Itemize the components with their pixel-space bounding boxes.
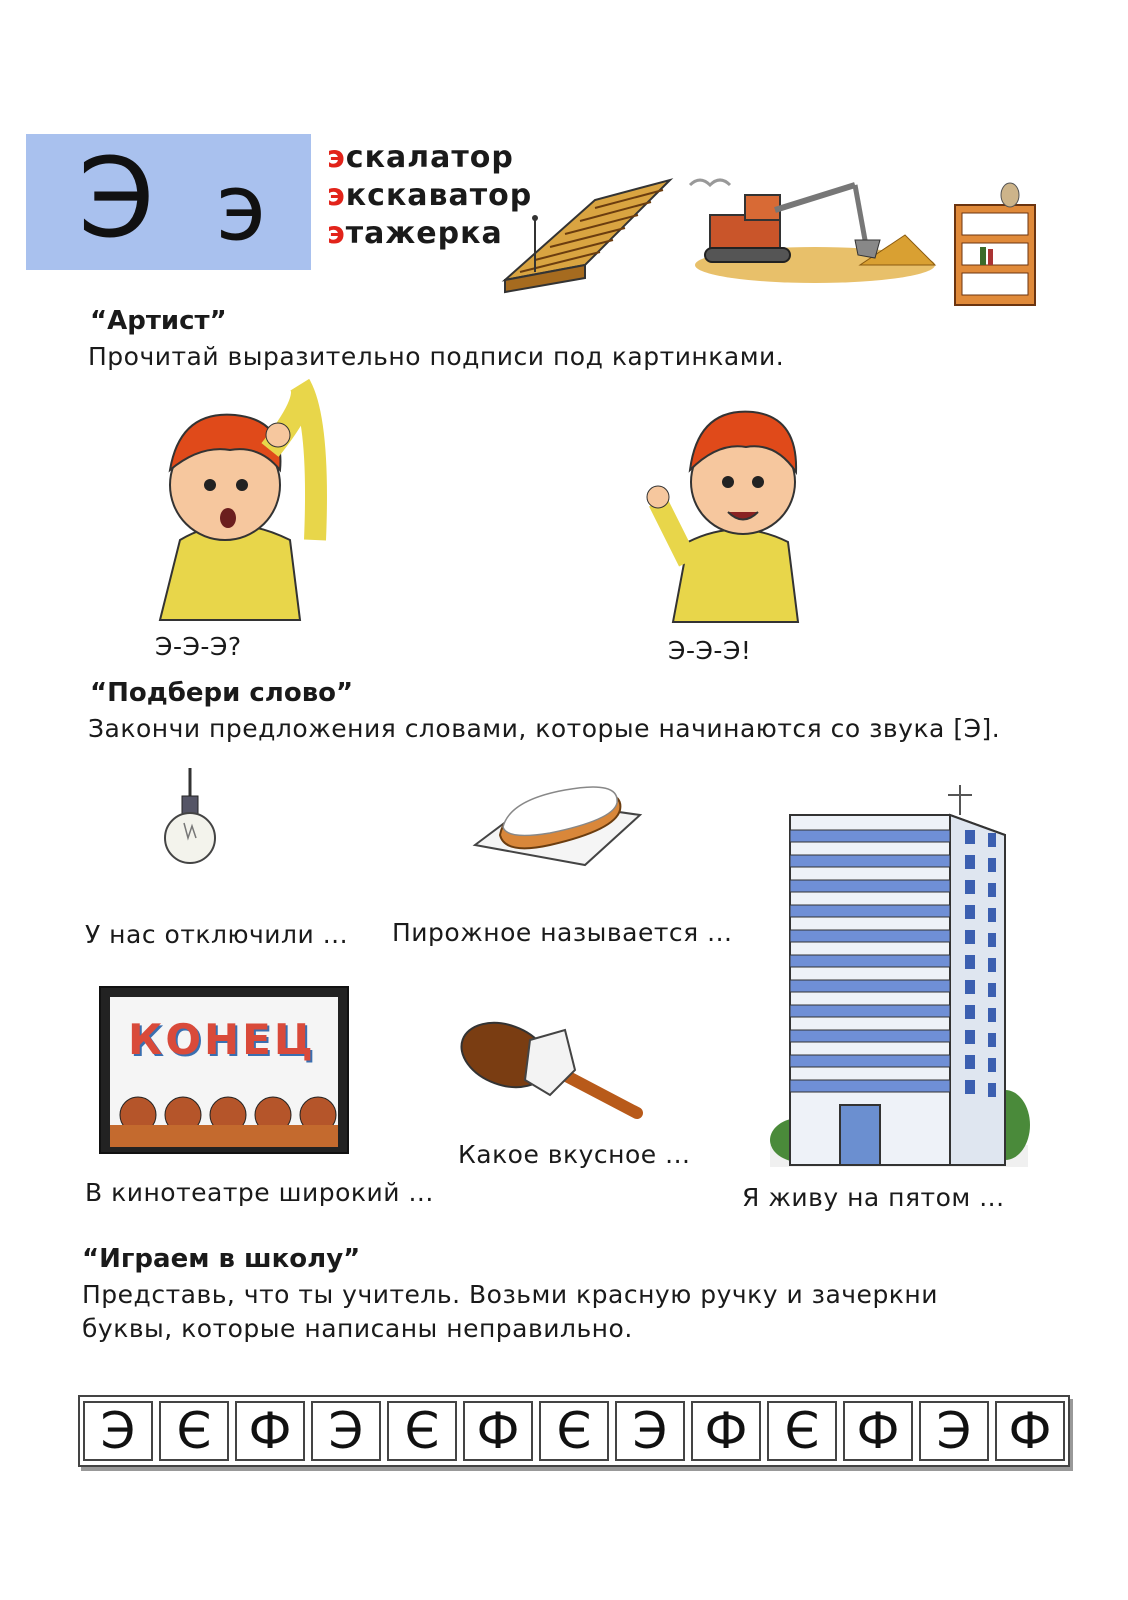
building-illustration [770, 785, 1030, 1170]
letter-cell[interactable]: Э [83, 1401, 153, 1461]
task-school-text-line2: буквы, которые написаны неправильно. [82, 1314, 633, 1343]
letter-cell[interactable]: Э [919, 1401, 989, 1461]
letter-cell[interactable]: Ф [691, 1401, 761, 1461]
letter-cell[interactable]: Є [767, 1401, 837, 1461]
letter-cell[interactable]: Ф [843, 1401, 913, 1461]
lowercase-letter: э [216, 154, 267, 261]
cinema-screen-illustration [98, 985, 350, 1155]
escalator-illustration [495, 160, 680, 295]
boy-puzzled-illustration [150, 390, 325, 620]
caption-question: Э-Э-Э? [155, 632, 242, 661]
letter-cell[interactable]: Є [159, 1401, 229, 1461]
task-artist-text: Прочитай выразительно подписи под картинками. [88, 342, 785, 371]
caption-building: Я живу на пятом ... [742, 1183, 1005, 1212]
task-school-text-line1: Представь, что ты учитель. Возьми красную ручку и зачеркни [82, 1280, 939, 1309]
letter-row [78, 1395, 1070, 1467]
caption-icecream: Какое вкусное ... [458, 1140, 691, 1169]
letter-cell[interactable]: Э [311, 1401, 381, 1461]
caption-exclaim: Э-Э-Э! [668, 636, 752, 665]
word-excavator: экскаватор [327, 178, 533, 213]
letter-cell[interactable]: Ф [463, 1401, 533, 1461]
task-artist-title: “Артист” [90, 306, 227, 336]
task-word-title: “Подбери слово” [90, 678, 354, 708]
task-school-title: “Играем в школу” [82, 1244, 361, 1274]
uppercase-letter: Э [78, 134, 155, 262]
caption-screen: В кинотеатре широкий ... [85, 1178, 434, 1207]
letter-cell[interactable]: Є [539, 1401, 609, 1461]
letter-cell[interactable]: Ф [235, 1401, 305, 1461]
screen-text: КОНЕЦ [128, 1015, 316, 1064]
ice-cream-illustration [455, 1010, 645, 1125]
light-bulb-illustration [160, 768, 220, 868]
caption-eclair: Пирожное называется ... [392, 918, 733, 947]
boy-idea-illustration [648, 392, 808, 622]
letter-cell[interactable]: Э [615, 1401, 685, 1461]
word-escalator: эскалатор [327, 140, 514, 175]
word-etazherka: этажерка [327, 216, 503, 251]
shelf-illustration [950, 175, 1050, 310]
letter-box [26, 134, 311, 270]
task-word-text: Закончи предложения словами, которые начинаются со звука [Э]. [88, 714, 1001, 743]
excavator-illustration [690, 170, 940, 285]
caption-bulb: У нас отключили ... [85, 920, 349, 949]
eclair-illustration [465, 765, 645, 875]
letter-cell[interactable]: Ф [995, 1401, 1065, 1461]
letter-cell[interactable]: Є [387, 1401, 457, 1461]
